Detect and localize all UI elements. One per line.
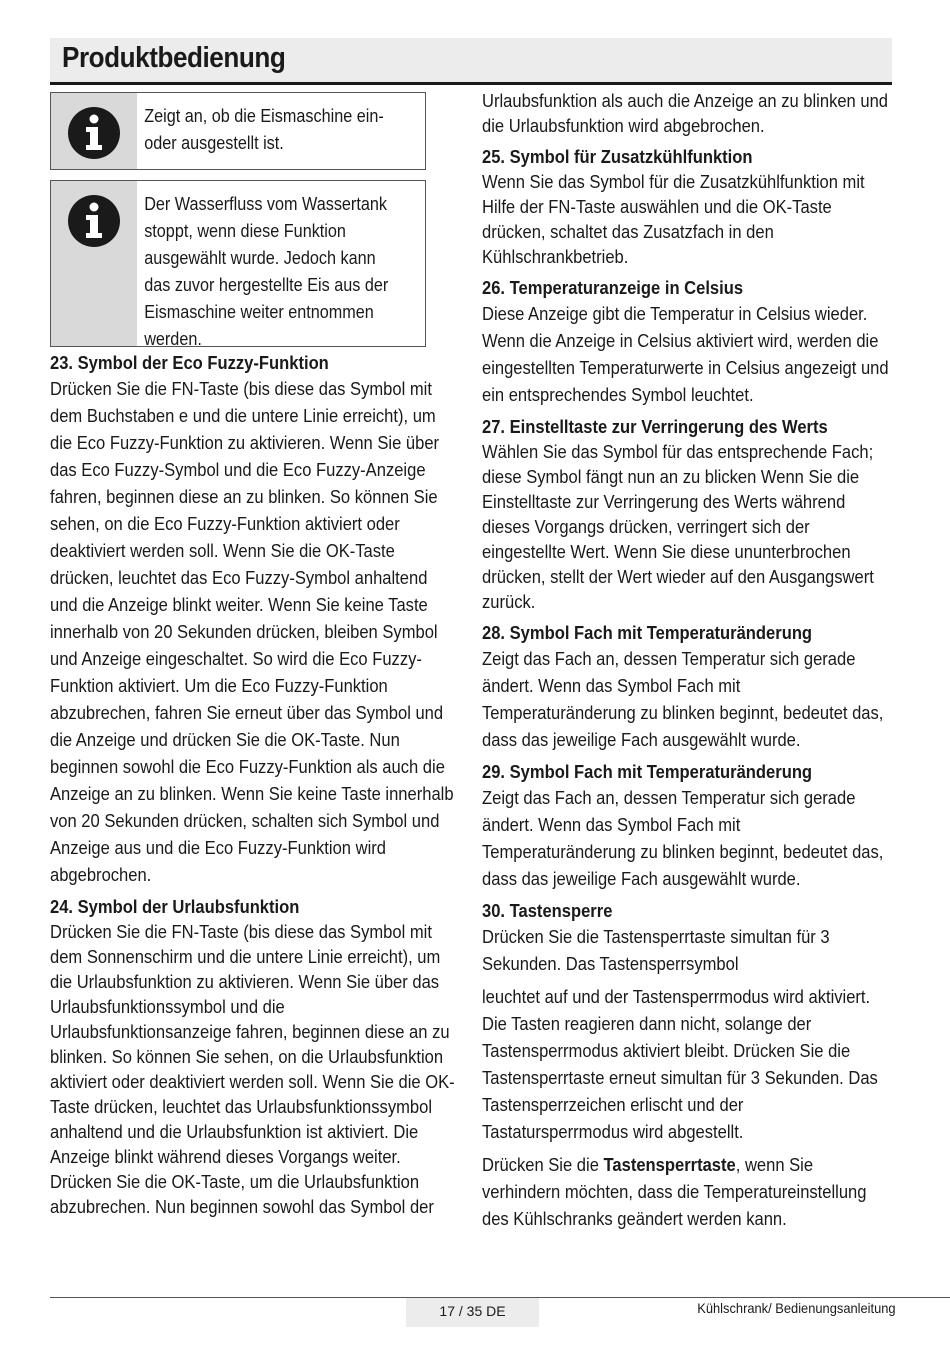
section-continuation: Urlaubsfunktion als auch die Anzeige an zu blinken und die Urlaubsfunktion wird abgebrochen. (482, 91, 889, 136)
note-text: Der Wasserfluss vom Wassertank stoppt, wenn diese Funktion ausgewählt wurde. Jedoch kann das zuvor hergestellte Eis aus der Eismaschine weiter entnommen werden. (144, 194, 389, 349)
section-body: Wählen Sie das Symbol für das entsprechende Fach; diese Symbol fängt nun an zu blicken Wenn Sie die Einstelltaste zur Verringerung des Werts während dieses Vorgangs drücken, verringert sich der eingestellte Wert. Wenn Sie diese ununterbrochen drücken, stellt der Wert wieder auf den Ausgangswert zurück. (482, 442, 874, 612)
page-title: Produktbedienung (62, 42, 286, 74)
section-body: leuchtet auf und der Tastensperrmodus wird aktiviert. Die Tasten reagieren dann nicht, solange der Tastensperrmodus aktiviert bleibt. Drücken Sie die Tastensperrtaste erneut simultan für 3 Sekunden. Das Tastensperrzeichen erlischt und der Tastatursperrmodus wird abgestellt. (482, 987, 878, 1142)
section-heading: 28. Symbol Fach mit Temperaturänderung (482, 623, 813, 643)
document-name: Kühlschrank/ Bedienungsanleitung (697, 1300, 896, 1316)
bold-term: Tastensperrtaste (603, 1155, 736, 1175)
section-body: Drücken Sie die Tastensperrtaste simultan für 3 Sekunden. Das Tastensperrsymbol (482, 927, 830, 974)
section-30 (482, 899, 894, 1233)
section-heading: 24. Symbol der Urlaubsfunktion (50, 897, 300, 917)
info-icon (66, 105, 122, 161)
left-column (50, 92, 454, 1226)
section-body: Drücken Sie die FN-Taste (bis diese das Symbol mit dem Sonnenschirm und die untere Linie erreicht), um die Urlaubsfunktion zu aktivieren. Wenn Sie über das Urlaubsfunktionssymbol und die Urlaubsfunktionsanzeige fahren, beginnen diese an zu blinken. So können Sie sehen, on die Urlaubsfunktion aktiviert oder deaktiviert werden soll. Wenn Sie die OK-Taste drücken, leuchtet das Urlaubsfunktionssymbol anhaltend und die Urlaubsfunktion ist aktiviert. Die Anzeige blinkt während dieses Vorgangs weiter. Drücken Sie die OK-Taste, um die Urlaubsfunktion abzubrechen. Nun beginnen sowohl das Symbol der (50, 922, 455, 1217)
section-28 (482, 621, 894, 754)
section-29 (482, 760, 894, 893)
header-band (50, 38, 892, 85)
section-body: Diese Anzeige gibt die Temperatur in Celsius wieder. Wenn die Anzeige in Celsius aktiviert wird, werden die eingestellten Temperaturwerte in Celsius angezeigt und ein entsprechendes Symbol leuchtet. (482, 304, 889, 405)
info-icon (66, 193, 122, 249)
note-icon-cell (51, 181, 137, 346)
section-heading: 29. Symbol Fach mit Temperaturänderung (482, 762, 813, 782)
section-body (482, 1152, 891, 1233)
section-26 (482, 276, 894, 409)
note-icon-cell (51, 93, 137, 169)
body-prefix: Drücken Sie die (482, 1155, 604, 1175)
section-23 (50, 351, 454, 889)
section-heading: 25. Symbol für Zusatzkühlfunktion (482, 147, 753, 167)
info-note-2 (50, 180, 426, 347)
section-heading: 23. Symbol der Eco Fuzzy-Funktion (50, 353, 329, 373)
info-note-1 (50, 92, 426, 170)
section-27 (482, 415, 894, 615)
section-24 (50, 895, 454, 1220)
section-body: Zeigt das Fach an, dessen Temperatur sich gerade ändert. Wenn das Symbol Fach mit Temperaturänderung zu blinken beginnt, bedeutet das, dass das jeweilige Fach ausgewählt wurde. (482, 649, 884, 750)
section-heading: 30. Tastensperre (482, 901, 613, 921)
section-heading: 26. Temperaturanzeige in Celsius (482, 278, 744, 298)
page-number: 17 / 35 DE (406, 1298, 539, 1327)
section-heading: 27. Einstelltaste zur Verringerung des Werts (482, 417, 828, 437)
right-column (482, 89, 894, 1239)
body-suffix: , wenn Sie verhindern möchten, dass die Temperatureinstellung des Kühlschranks geändert werden kann. (482, 1155, 867, 1229)
section-25 (482, 145, 894, 270)
section-body: Wenn Sie das Symbol für die Zusatzkühlfunktion mit Hilfe der FN-Taste auswählen und die OK-Taste drücken, schaltet das Zusatzfach in den Kühlschrankbetrieb. (482, 172, 865, 267)
note-text: Zeigt an, ob die Eismaschine ein- oder ausgestellt ist. (144, 106, 384, 153)
section-body: Drücken Sie die FN-Taste (bis diese das Symbol mit dem Buchstaben e und die untere Linie erreicht), um die Eco Fuzzy-Funktion zu aktivieren. Wenn Sie über das Eco Fuzzy-Symbol und die Eco Fuzzy-Anzeige fahren, beginnen diese an zu blinken. So können Sie sehen, on die Eco Fuzzy-Funktion aktiviert oder deaktiviert werden soll. Wenn Sie die OK-Taste drücken, leuchtet das Eco Fuzzy-Symbol anhaltend und die Anzeige blinkt weiter. Wenn Sie keine Taste innerhalb von 20 Sekunden drücken, bleiben Symbol und Anzeige eingeschaltet. So wird die Eco Fuzzy-Funktion aktiviert. Um die Eco Fuzzy-Funktion abzubrechen, fahren Sie erneut über das Symbol und die Anzeige und drücken Sie die OK-Taste. Nun beginnen sowohl die Eco Fuzzy-Funktion als auch die Anzeige an zu blinken. Wenn Sie keine Taste innerhalb von 20 Sekunden drücken, schalten sich Symbol und Anzeige aus und die Eco Fuzzy-Funktion wird abgebrochen. (50, 379, 454, 885)
section-body: Zeigt das Fach an, dessen Temperatur sich gerade ändert. Wenn das Symbol Fach mit Temperaturänderung zu blinken beginnt, bedeutet das, dass das jeweilige Fach ausgewählt wurde. (482, 788, 884, 889)
